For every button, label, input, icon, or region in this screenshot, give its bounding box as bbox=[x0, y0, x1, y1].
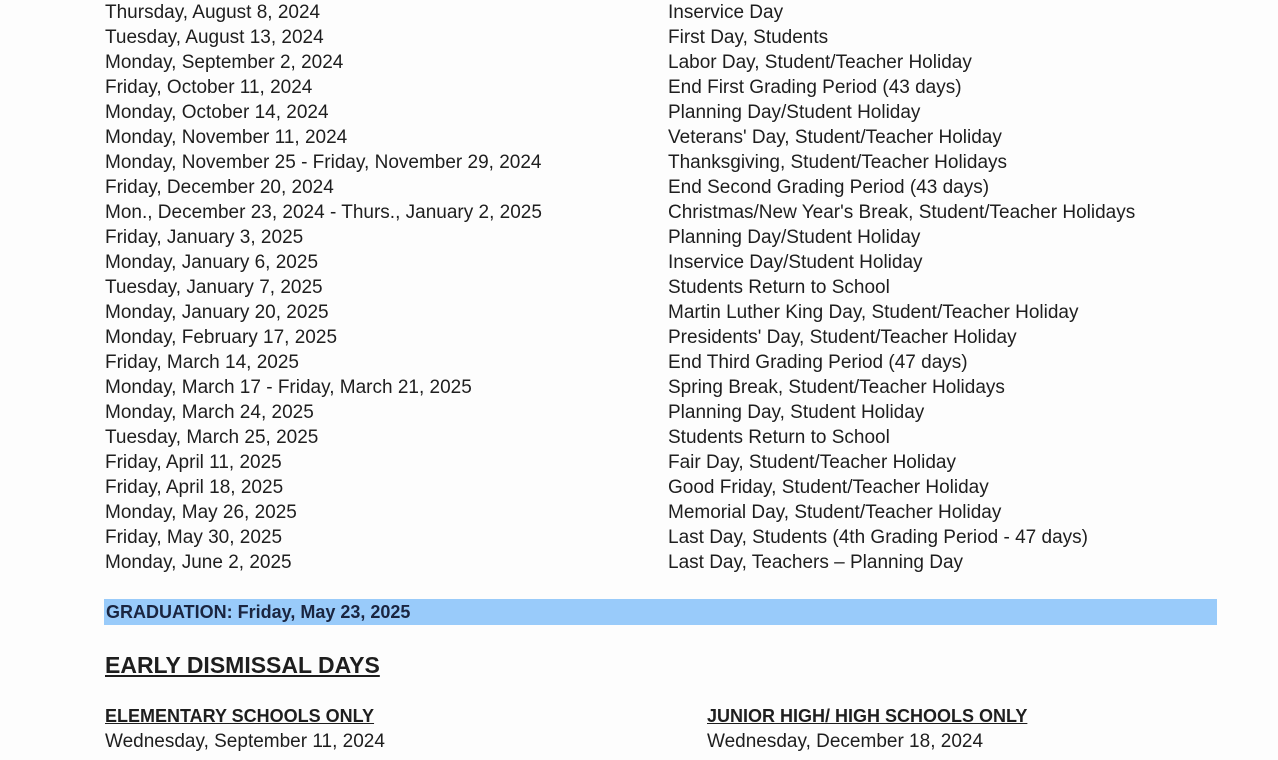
calendar-date: Friday, April 18, 2025 bbox=[105, 477, 284, 498]
calendar-row bbox=[0, 275, 1278, 300]
calendar-date: Monday, January 20, 2025 bbox=[105, 302, 329, 323]
calendar-row bbox=[0, 300, 1278, 325]
calendar-date: Friday, May 30, 2025 bbox=[105, 527, 283, 548]
calendar-row bbox=[0, 25, 1278, 50]
calendar-row bbox=[0, 75, 1278, 100]
calendar-event: Christmas/New Year's Break, Student/Teacher Holidays bbox=[668, 202, 1136, 223]
calendar-event: Planning Day, Student Holiday bbox=[668, 402, 925, 423]
calendar-event: Veterans' Day, Student/Teacher Holiday bbox=[668, 127, 1002, 148]
calendar-event: Students Return to School bbox=[668, 277, 890, 298]
calendar-event: Martin Luther King Day, Student/Teacher Holiday bbox=[668, 302, 1079, 323]
calendar-event: Last Day, Students (4th Grading Period - 47 days) bbox=[668, 527, 1088, 548]
calendar-date: Tuesday, March 25, 2025 bbox=[105, 427, 319, 448]
calendar-row bbox=[0, 400, 1278, 425]
calendar-date: Monday, June 2, 2025 bbox=[105, 552, 292, 573]
calendar-date: Tuesday, January 7, 2025 bbox=[105, 277, 323, 298]
graduation-banner bbox=[104, 599, 1217, 625]
calendar-event: End Third Grading Period (47 days) bbox=[668, 352, 968, 373]
calendar-event: Spring Break, Student/Teacher Holidays bbox=[668, 377, 1005, 398]
calendar-event: Planning Day/Student Holiday bbox=[668, 102, 921, 123]
calendar-date: Friday, March 14, 2025 bbox=[105, 352, 299, 373]
calendar-event: Thanksgiving, Student/Teacher Holidays bbox=[668, 152, 1008, 173]
calendar-event: Presidents' Day, Student/Teacher Holiday bbox=[668, 327, 1017, 348]
calendar-event: Last Day, Teachers – Planning Day bbox=[668, 552, 964, 573]
calendar-row bbox=[0, 425, 1278, 450]
calendar-event: Inservice Day bbox=[668, 2, 784, 23]
calendar-row bbox=[0, 325, 1278, 350]
calendar-date: Monday, March 24, 2025 bbox=[105, 402, 314, 423]
calendar-row bbox=[0, 200, 1278, 225]
secondary-heading: JUNIOR HIGH/ HIGH SCHOOLS ONLY bbox=[707, 706, 1028, 726]
calendar-event: Labor Day, Student/Teacher Holiday bbox=[668, 52, 972, 73]
calendar-row bbox=[0, 500, 1278, 525]
calendar-event: Students Return to School bbox=[668, 427, 890, 448]
calendar-row bbox=[0, 475, 1278, 500]
calendar-row bbox=[0, 450, 1278, 475]
calendar-row bbox=[0, 350, 1278, 375]
calendar-row bbox=[0, 150, 1278, 175]
calendar-event: Fair Day, Student/Teacher Holiday bbox=[668, 452, 956, 473]
calendar-date: Monday, November 25 - Friday, November 29, 2024 bbox=[105, 152, 542, 173]
calendar-row bbox=[0, 100, 1278, 125]
calendar-event: End Second Grading Period (43 days) bbox=[668, 177, 990, 198]
calendar-row bbox=[0, 50, 1278, 75]
calendar-date: Mon., December 23, 2024 - Thurs., January 2, 2025 bbox=[105, 202, 542, 223]
calendar-date: Monday, March 17 - Friday, March 21, 2025 bbox=[105, 377, 472, 398]
calendar-row bbox=[0, 525, 1278, 550]
calendar-date: Friday, October 11, 2024 bbox=[105, 77, 313, 98]
calendar-row bbox=[0, 175, 1278, 200]
calendar-row bbox=[0, 375, 1278, 400]
calendar-row bbox=[0, 250, 1278, 275]
calendar-date: Thursday, August 8, 2024 bbox=[105, 2, 321, 23]
calendar-event: End First Grading Period (43 days) bbox=[668, 77, 962, 98]
calendar-date: Monday, May 26, 2025 bbox=[105, 502, 297, 523]
calendar-date: Monday, February 17, 2025 bbox=[105, 327, 338, 348]
calendar-date: Monday, October 14, 2024 bbox=[105, 102, 329, 123]
calendar-date: Monday, September 2, 2024 bbox=[105, 52, 344, 73]
calendar-date: Monday, January 6, 2025 bbox=[105, 252, 319, 273]
calendar-event: Planning Day/Student Holiday bbox=[668, 227, 921, 248]
early-dismissal-heading: EARLY DISMISSAL DAYS bbox=[105, 652, 380, 678]
calendar-row bbox=[0, 0, 1278, 25]
calendar-event: Good Friday, Student/Teacher Holiday bbox=[668, 477, 989, 498]
calendar-date: Friday, December 20, 2024 bbox=[105, 177, 334, 198]
elementary-date: Wednesday, September 11, 2024 bbox=[105, 731, 385, 752]
calendar-row bbox=[0, 225, 1278, 250]
elementary-heading: ELEMENTARY SCHOOLS ONLY bbox=[105, 706, 375, 726]
calendar-date: Friday, January 3, 2025 bbox=[105, 227, 304, 248]
calendar-date: Monday, November 11, 2024 bbox=[105, 127, 348, 148]
calendar-event: First Day, Students bbox=[668, 27, 829, 48]
calendar-date: Tuesday, August 13, 2024 bbox=[105, 27, 324, 48]
calendar-event: Memorial Day, Student/Teacher Holiday bbox=[668, 502, 1002, 523]
calendar-event: Inservice Day/Student Holiday bbox=[668, 252, 923, 273]
secondary-date: Wednesday, December 18, 2024 bbox=[707, 731, 984, 752]
calendar-row bbox=[0, 550, 1278, 575]
graduation-text: GRADUATION: Friday, May 23, 2025 bbox=[106, 602, 411, 622]
calendar-row bbox=[0, 125, 1278, 150]
calendar-date: Friday, April 11, 2025 bbox=[105, 452, 282, 473]
